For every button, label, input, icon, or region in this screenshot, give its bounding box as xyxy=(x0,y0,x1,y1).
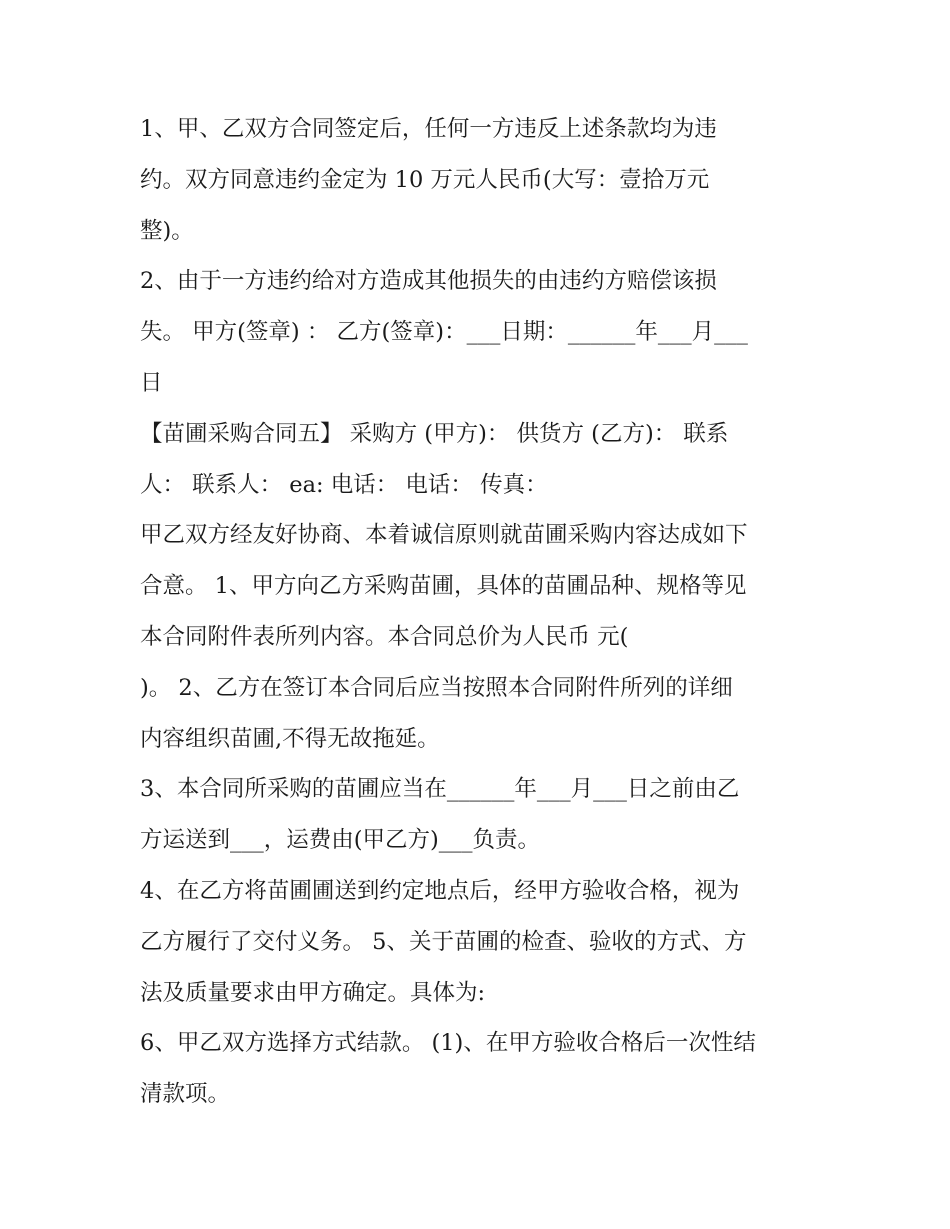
text-line: 法及质量要求由甲方确定。具体为: xyxy=(140,979,486,1006)
contract-text xyxy=(140,104,820,1120)
text-line: 整)。 xyxy=(140,217,194,244)
text-line: 失。 甲方(签章) ： 乙方(签章)：___日期：______年___月___ xyxy=(140,319,748,346)
text-line: 2、由于一方违约给对方造成其他损失的由违约方赔偿该损 xyxy=(140,268,717,295)
text-line: 6、甲乙双方选择方式结款。 (1)、在甲方验收合格后一次性结 xyxy=(140,1030,756,1057)
text-line: 内容组织苗圃,不得无故拖延。 xyxy=(140,725,440,752)
text-line: 人： 联系人： ea: 电话： 电话： 传真： xyxy=(140,471,548,498)
text-line: )。 2、乙方在签订本合同后应当按照本合同附件所列的详细 xyxy=(140,674,733,701)
text-line: 本合同附件表所列内容。本合同总价为人民币 元( xyxy=(140,623,629,650)
section-heading-line: 【苗圃采购合同五】 采购方 (甲方)： 供货方 (乙方)： 联系 xyxy=(140,420,729,447)
text-line: 方运送到___，运费由(甲乙方)___负责。 xyxy=(140,827,541,854)
text-line: 3、本合同所采购的苗圃应当在______年___月___日之前由乙 xyxy=(140,776,740,803)
text-line: 清款项。 xyxy=(140,1081,231,1108)
text-line: 1、甲、乙双方合同签定后，任何一方违反上述条款均为违 xyxy=(140,116,717,142)
text-line: 乙方履行了交付义务。 5、关于苗圃的检查、验收的方式、方 xyxy=(140,928,747,955)
text-line: 甲乙双方经友好协商、本着诚信原则就苗圃采购内容达成如下 xyxy=(140,522,748,549)
text-line: 约。双方同意违约金定为 10 万元人民币(大写：壹拾万元 xyxy=(140,166,710,193)
text-line: 4、在乙方将苗圃圃送到约定地点后，经甲方验收合格，视为 xyxy=(140,877,740,904)
text-line: 合意。 1、甲方向乙方采购苗圃，具体的苗圃品种、规格等见 xyxy=(140,573,747,600)
text-line: 日 xyxy=(140,369,163,396)
